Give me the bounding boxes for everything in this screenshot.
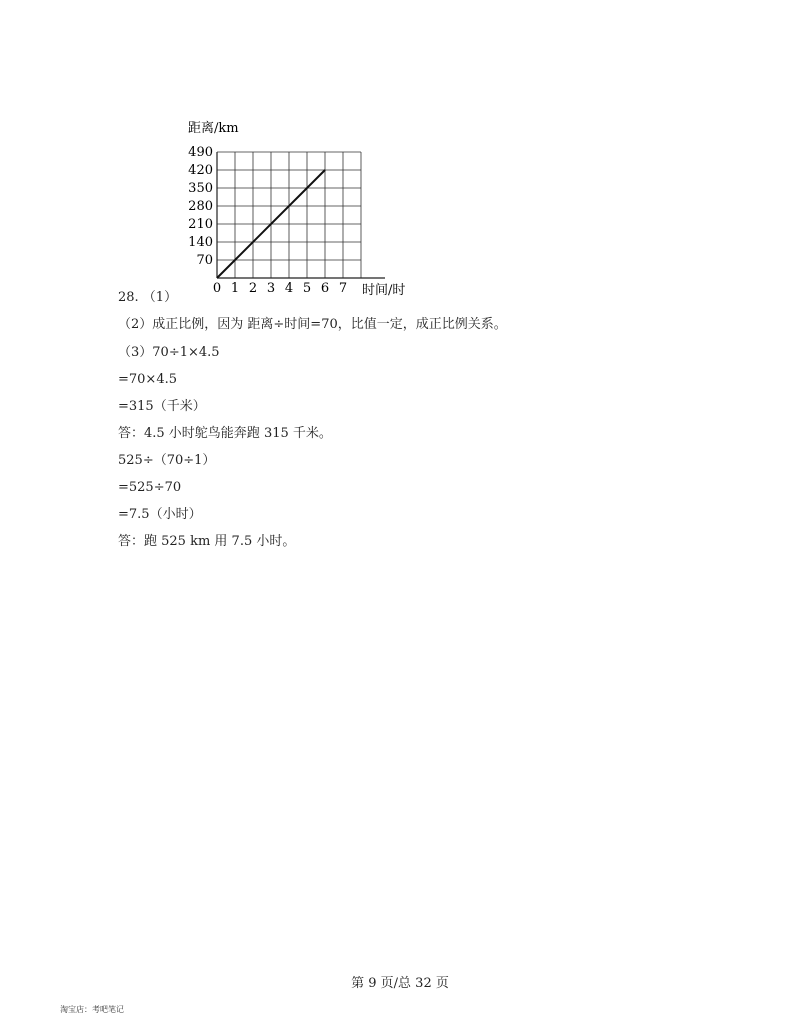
solution-line: =525÷70: [118, 480, 182, 495]
x-tick-labels: [213, 281, 347, 296]
solution-line: 答：4.5 小时鸵鸟能奔跑 315 千米。: [118, 426, 332, 441]
x-tick-label: 1: [230, 281, 240, 296]
x-axis-label: 时间/时: [362, 283, 406, 298]
solution-line: （2）成正比例，因为 距离÷时间=70，比值一定，成正比例关系。: [118, 317, 507, 332]
solution-line: （3）70÷1×4.5: [118, 345, 220, 360]
x-tick-label: 4: [284, 281, 294, 296]
x-tick-label: 7: [338, 281, 348, 296]
solution-line: 525÷（70÷1）: [118, 453, 216, 468]
y-tick-label: 140: [188, 235, 213, 250]
x-tick-label: 6: [320, 281, 330, 296]
chart-axes: [217, 152, 385, 278]
y-tick-label: 350: [188, 181, 213, 196]
x-tick-label: 3: [266, 281, 276, 296]
chart-grid: [217, 152, 361, 278]
solution-line: =315（千米）: [118, 399, 206, 414]
solution-line: =70×4.5: [118, 372, 178, 387]
shop-watermark: 淘宝店：考吧笔记: [60, 1005, 124, 1014]
y-tick-label: 210: [188, 217, 213, 232]
solution-line: =7.5（小时）: [118, 507, 202, 522]
x-tick-label: 5: [302, 281, 312, 296]
distance-time-chart: [180, 112, 420, 302]
x-tick-label: 0: [212, 281, 222, 296]
y-axis-label: 距离/km: [188, 121, 239, 136]
solution-line: 28. （1）: [118, 290, 178, 305]
solution-line: 答：跑 525 km 用 7.5 小时。: [118, 534, 296, 549]
y-tick-label: 280: [188, 199, 213, 214]
x-tick-label: 2: [248, 281, 258, 296]
y-tick-label: 490: [188, 145, 213, 160]
page-footer: 第 9 页/总 32 页: [351, 976, 449, 991]
y-tick-labels: [188, 145, 213, 268]
y-tick-label: 70: [196, 253, 213, 268]
y-tick-label: 420: [188, 163, 213, 178]
